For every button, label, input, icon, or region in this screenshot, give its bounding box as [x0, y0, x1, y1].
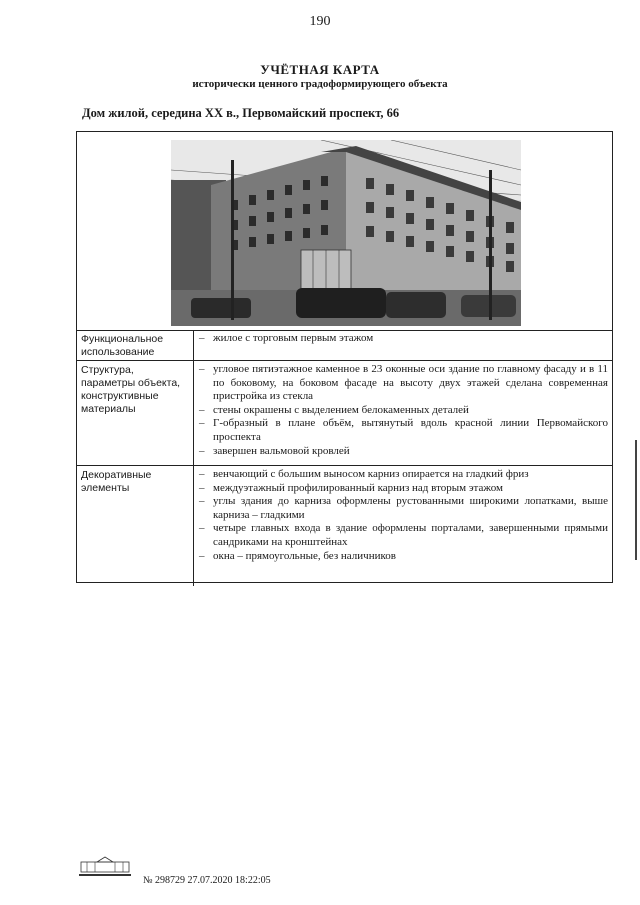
scan-edge-marks [634, 440, 638, 560]
list-item: – междуэтажный профилированный карниз над вторым этажом [199, 481, 503, 494]
row-label: Функциональное использование [77, 330, 194, 360]
list-item: – угловое пятиэтажное каменное в 23 оконные оси здание по главному фасаду и в 11 по боковому, на боковом фасаде на высоту двух этажей сделана современная пристройка из стекла [199, 363, 608, 403]
record-card [76, 131, 613, 583]
list-item: – углы здания до карниза оформлены рустованными широкими лопатками, выше карниза – гладкими [199, 495, 608, 521]
attribute-table [77, 330, 612, 586]
row-body [195, 330, 612, 349]
document-id: № 298729 27.07.2020 18:22:05 [143, 875, 271, 886]
list-item: – четыре главных входа в здание оформлены порталами, завершенными прямыми сандриками на кронштейнах [199, 522, 608, 548]
photo-cell [77, 132, 612, 331]
list-item: – завершен вальмовой кровлей [199, 444, 350, 457]
card-title: УЧЁТНАЯ КАРТА [260, 62, 380, 77]
building-photo-icon [171, 140, 521, 326]
row-body [195, 466, 612, 566]
row-label: Структура, параметры объекта, конструктивные материалы [77, 361, 194, 465]
page-number: 190 [309, 14, 331, 29]
seal-icon [77, 856, 133, 878]
card-subtitle: исторически ценного градоформирующего объекта [192, 78, 448, 90]
list-item: – Г-образный в плане объём, вытянутый вдоль красной линии Первомайского проспекта [199, 417, 608, 443]
row-body [195, 361, 612, 461]
list-item: – окна – прямоугольные, без наличников [199, 549, 396, 562]
list-item: – жилое с торговым первым этажом [199, 332, 374, 344]
list-item: – венчающий с большим выносом карниз опирается на гладкий фриз [199, 468, 529, 480]
row-label: Декоративные элементы [77, 466, 194, 586]
table-row [77, 330, 612, 361]
object-name: Дом жилой, середина XX в., Первомайский проспект, 66 [82, 106, 400, 120]
table-row [77, 466, 612, 586]
list-item: – стены окрашены с выделением белокаменных деталей [199, 403, 469, 416]
table-row [77, 361, 612, 466]
